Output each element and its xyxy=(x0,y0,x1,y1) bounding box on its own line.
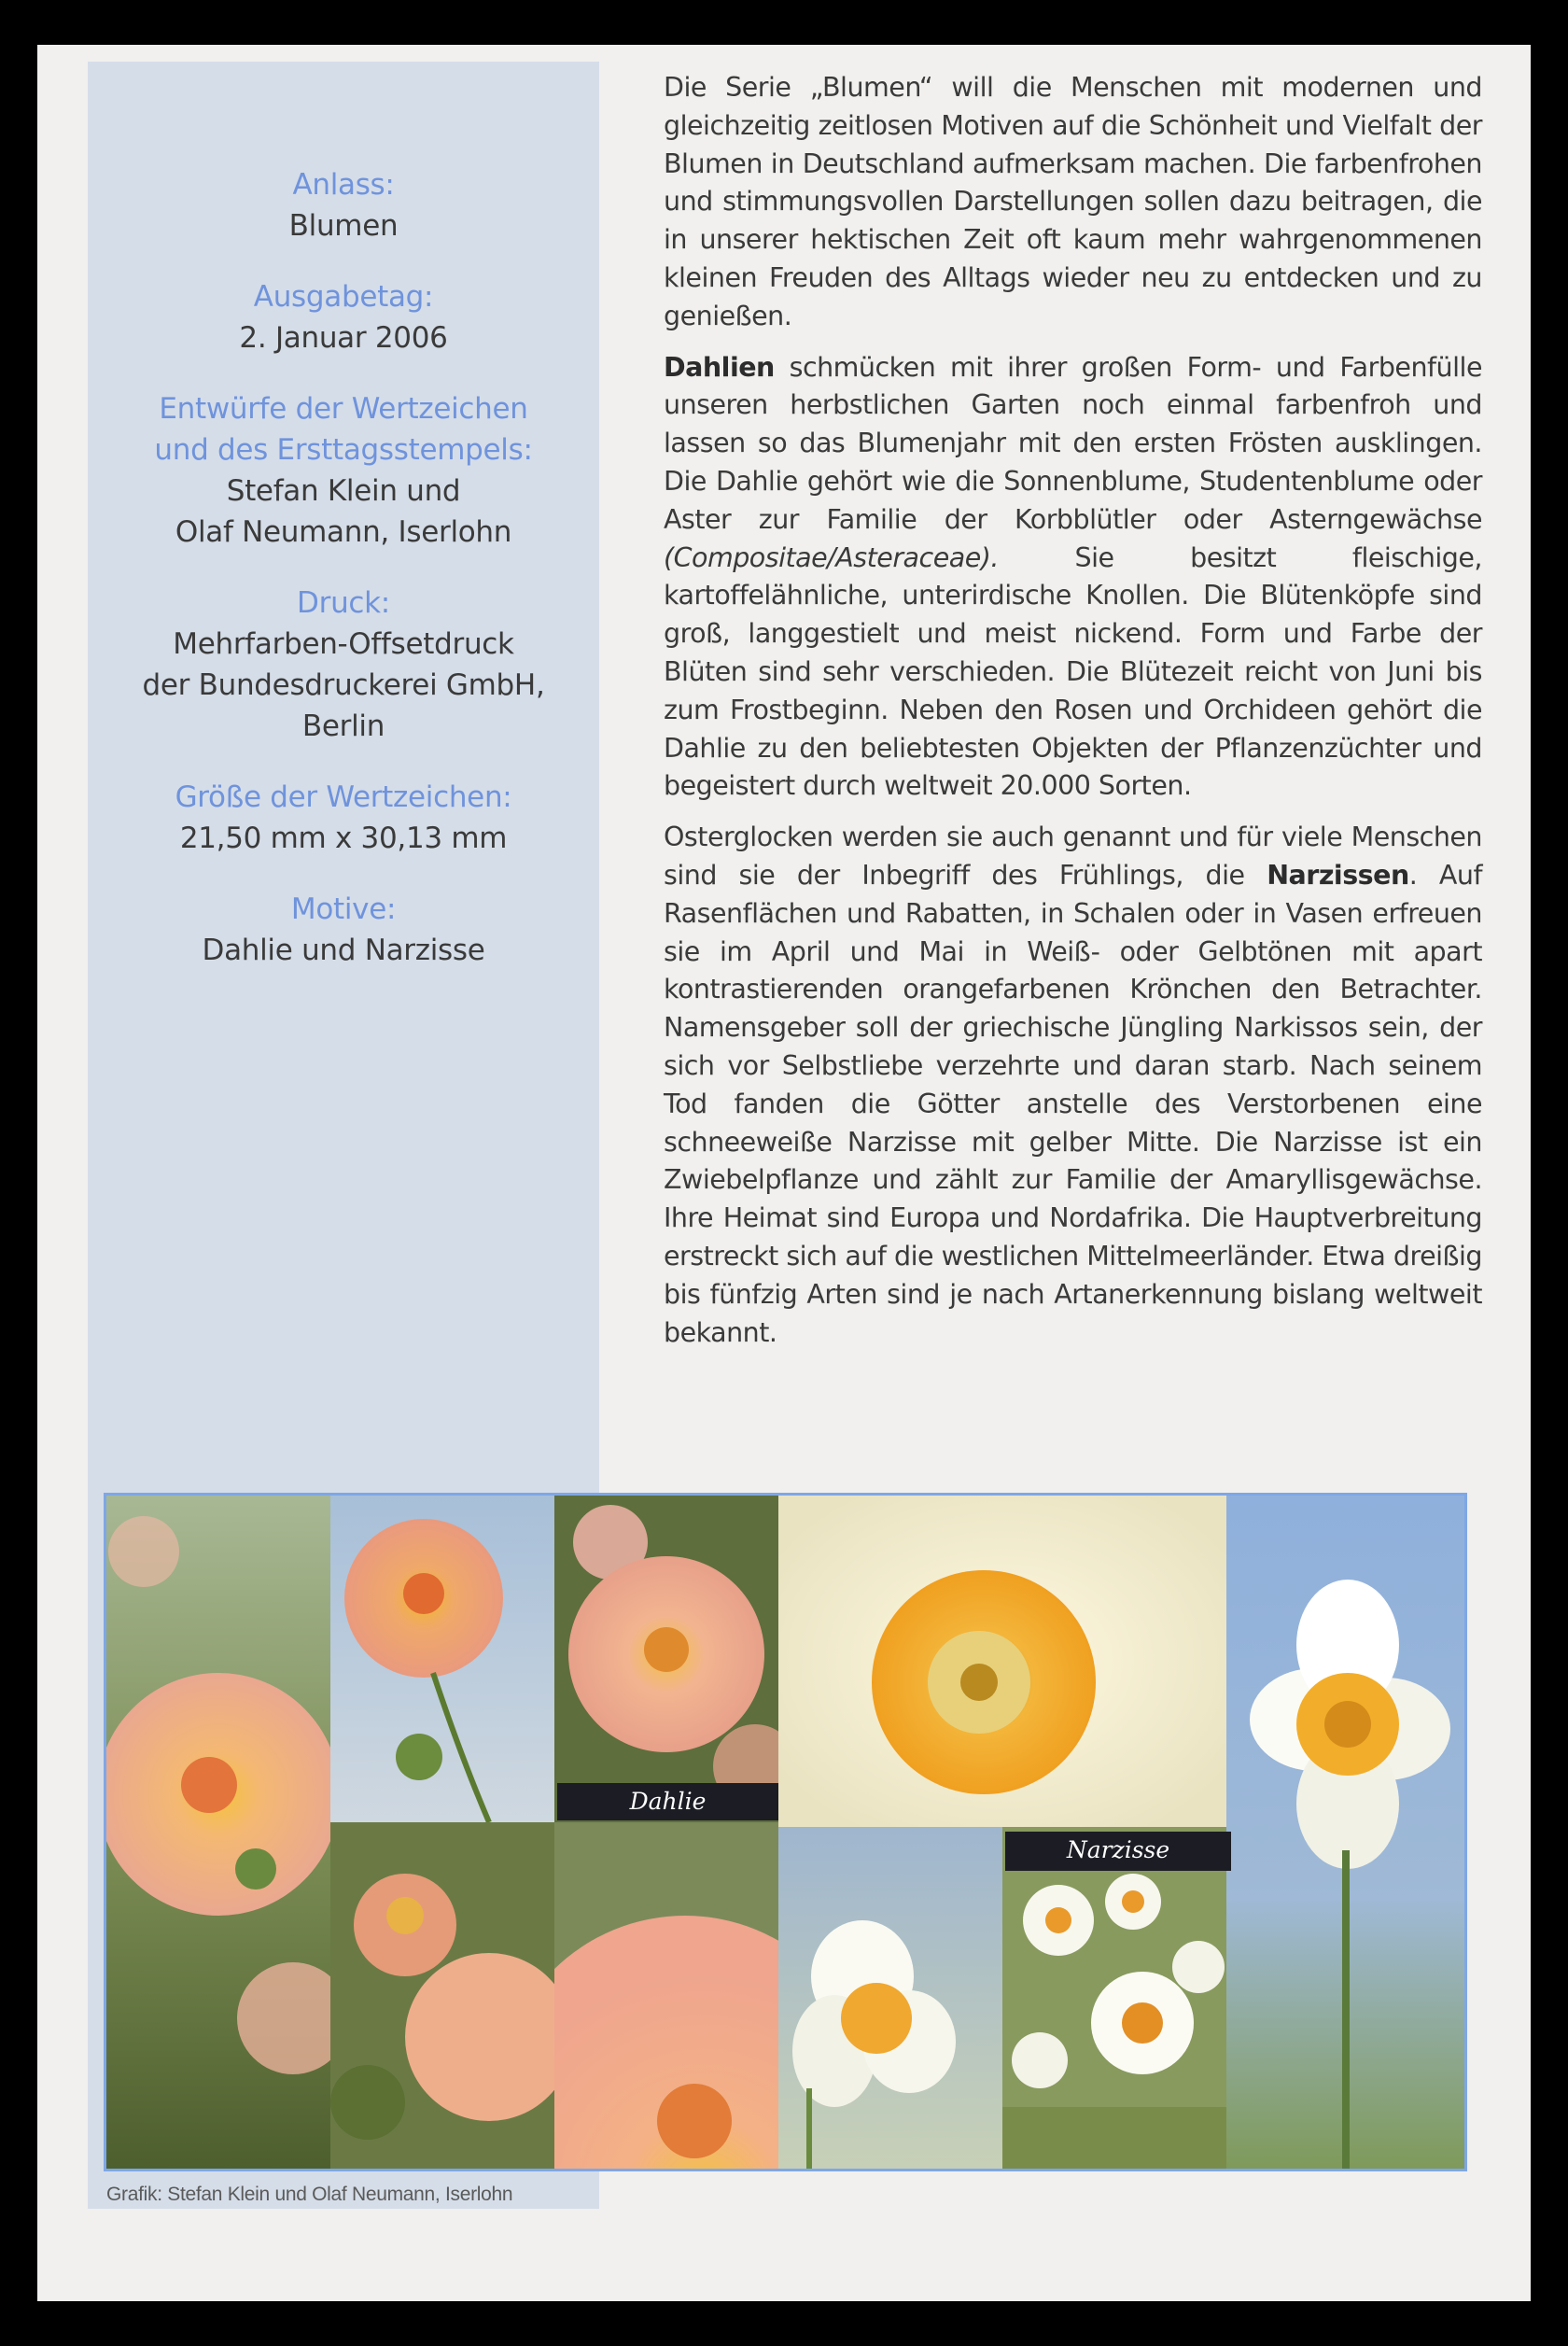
narcissus-photo-3 xyxy=(1002,1827,1226,2169)
narcissus-photo-tall xyxy=(1226,1496,1464,2169)
occasion-label: Anlass: xyxy=(292,168,395,202)
issue-date-label: Ausgabetag: xyxy=(253,280,434,314)
motifs-value: Dahlie und Narzisse xyxy=(202,934,485,967)
design-label: Entwürfe der Wertzeichen xyxy=(159,392,528,426)
narcissus-text-b: . Auf Rasenflächen und Rabatten, in Schalen oder in Vasen erfreuen sie im April und Mai in Weiß- oder Gelbtönen mit apart kontrastierenden orangefarbenen Krönchen den Betrachter. Namensgeber soll der griechische Jüngling Narkissos sein, der sich vor Selbstliebe verzehrte und daran starb. Nach seinem Tod fanden die Götter anstelle des Verstorbenen eine schneeweiße Narzisse mit gelber Mitte. Die Narzisse ist ein Zwiebelpflanze und zählt zur Familie der Amaryllisgewächse. Ihre Heimat sind Europa und Nordafrika. Die Hauptverbreitung erstreckt sich auf die westlichen Mittelmeerländer. Etwa dreißig bis fünfzig Arten sind je nach Artanerkennung bislang weltweit bekannt. xyxy=(664,859,1482,1348)
dahlia-caption: Dahlie xyxy=(557,1783,778,1820)
print-label: Druck: xyxy=(297,586,390,620)
issue-date-value: 2. Januar 2006 xyxy=(239,321,448,355)
narcissus-text-a: Osterglocken werden sie auch genannt und für viele Menschen sind sie der Inbegriff des Frühlings, die xyxy=(664,822,1482,891)
print-value-line3: Berlin xyxy=(301,709,385,743)
dahlia-photo-3 xyxy=(554,1496,778,1822)
narcissus-term: Narzissen xyxy=(1267,859,1409,891)
graphics-credit: Grafik: Stefan Klein und Olaf Neumann, Iserlohn xyxy=(106,2184,513,2205)
dahlia-photo-tall xyxy=(106,1496,330,2169)
narcissus-caption: Narzisse xyxy=(1005,1832,1231,1871)
print-value-line1: Mehrfarben-Offsetdruck xyxy=(173,627,514,661)
size-block xyxy=(88,777,599,859)
dahlia-text-b: Sie besitzt fleischige, kartoffelähnliche, unterirdische Knollen. Die Blütenköpfe sind groß, langgestielt und meist nickend. Form und Farbe der Blüten sind sehr verschieden. Die Blütezeit reicht von Juni bis zum Frostbeginn. Neben den Rosen und Orchideen gehört die Dahlie zu den beliebtesten Objekten der Pflanzenzüchter und begeistert durch weltweit 20.000 Sorten. xyxy=(664,541,1482,802)
design-block xyxy=(88,388,599,553)
design-value-line2: Olaf Neumann, Iserlohn xyxy=(175,515,512,549)
size-value: 21,50 mm x 30,13 mm xyxy=(179,822,508,855)
issue-details xyxy=(88,164,599,1001)
dahlia-term: Dahlien xyxy=(664,351,775,383)
occasion-block xyxy=(88,164,599,246)
dahlia-paragraph xyxy=(664,349,1482,807)
print-value-line2: der Bundesdruckerei GmbH, xyxy=(142,668,545,702)
size-label: Größe der Wertzeichen: xyxy=(175,780,512,814)
flower-photo-collage xyxy=(104,1493,1467,2171)
issue-date-block xyxy=(88,276,599,358)
design-label-line2: und des Ersttagsstempels: xyxy=(154,433,533,467)
article-text xyxy=(664,69,1482,1365)
motifs-block xyxy=(88,889,599,971)
motifs-label: Motive: xyxy=(290,892,397,926)
dahlia-photo-4 xyxy=(330,1822,554,2169)
dahlia-text-a: schmücken mit ihrer großen Form- und Farbenfülle unseren herbstlichen Garten noch einmal farbenfroh und lassen so das Blumenjahr mit den ersten Frösten ausklingen. Die Dahlie gehört wie die Sonnenblume, Studentenblume oder Aster zur Familie der Korbblütler oder Asterngewächse xyxy=(664,351,1482,535)
dahlia-latin-name: (Compositae/Asteraceae). xyxy=(664,541,999,573)
dahlia-photo-5 xyxy=(554,1822,778,2169)
print-block xyxy=(88,583,599,747)
occasion-value: Blumen xyxy=(288,209,399,243)
design-value-line1: Stefan Klein und xyxy=(226,474,461,508)
album-page xyxy=(37,45,1531,2301)
intro-paragraph: Die Serie „Blumen“ will die Menschen mit modernen und gleichzeitig zeitlosen Motiven auf die Schönheit und Vielfalt der Blumen in Deutschland aufmerksam machen. Die farbenfrohen und stimmungsvollen Darstellungen sollen dazu beitragen, die in unserer hektischen Zeit oft kaum mehr wahrgenommenen kleinen Freuden des Alltags wieder neu zu entdecken und zu genießen. xyxy=(664,72,1482,331)
narcissus-photo-2 xyxy=(778,1827,1002,2169)
dahlia-photo-2 xyxy=(330,1496,554,1822)
narcissus-photo-closeup xyxy=(778,1496,1226,1827)
narcissus-paragraph xyxy=(664,819,1482,1352)
